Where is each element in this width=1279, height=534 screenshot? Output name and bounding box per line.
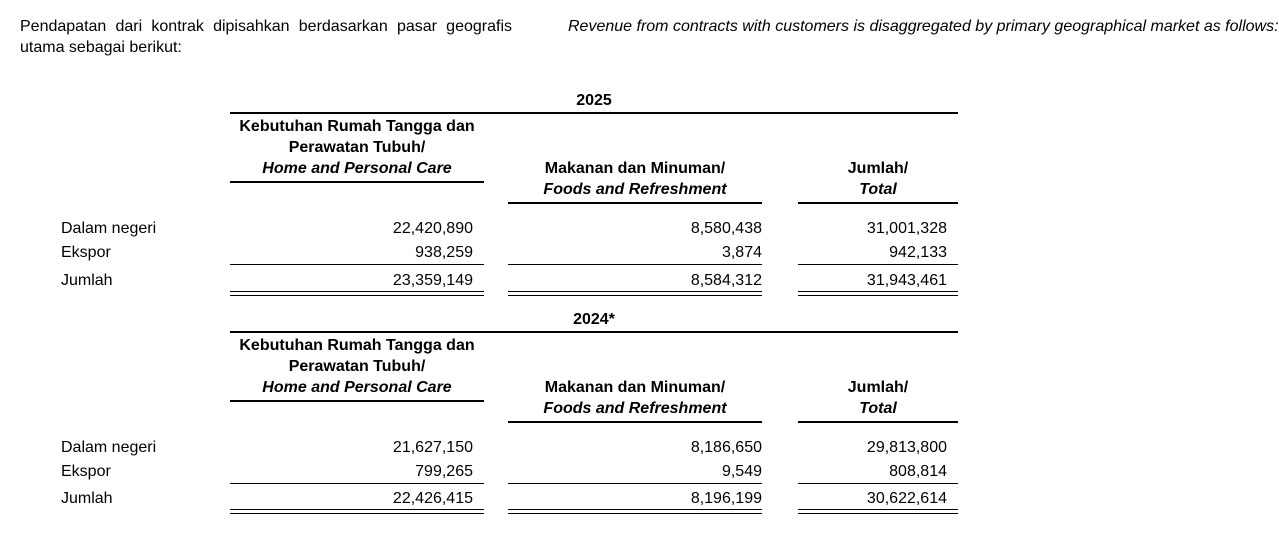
column-header-en: Foods and Refreshment: [543, 400, 727, 417]
column-header-en: Home and Personal Care: [262, 160, 452, 177]
cell-value: 31,943,461: [866, 272, 947, 289]
subtotal-rule: [798, 264, 958, 265]
year-rule: [230, 112, 958, 114]
cell-value: 22,426,415: [392, 490, 473, 507]
cell-value: 9,549: [721, 463, 762, 480]
year-rule: [230, 331, 958, 333]
total-double-rule: [230, 509, 484, 514]
subtotal-rule: [508, 264, 762, 265]
cell-value: 799,265: [415, 463, 473, 480]
column-header-en: Total: [859, 181, 897, 198]
column-header-foods-refreshment: [508, 158, 762, 204]
cell-value: 8,584,312: [690, 272, 762, 289]
total-double-rule: [508, 509, 762, 514]
column-header-total: [798, 377, 958, 423]
column-header-en: Total: [859, 400, 897, 417]
total-double-rule: [230, 291, 484, 296]
column-header-id: Jumlah/: [847, 160, 909, 177]
cell-value: 3,874: [721, 244, 762, 261]
cell-value: 29,813,800: [866, 439, 947, 456]
column-header-id: Kebutuhan Rumah Tangga dan Perawatan Tubuh/: [239, 118, 475, 156]
row-label-domestic: Dalam negeri: [61, 439, 157, 456]
column-header-home-personal-care: [230, 335, 484, 402]
column-header-id: Makanan dan Minuman/: [544, 379, 726, 396]
cell-value: 938,259: [415, 244, 473, 261]
subtotal-rule: [798, 483, 958, 484]
column-header-id: Jumlah/: [847, 379, 909, 396]
total-double-rule: [798, 509, 958, 514]
cell-value: 23,359,149: [392, 272, 473, 289]
subtotal-rule: [230, 264, 484, 265]
column-header-foods-refreshment: [508, 377, 762, 423]
row-label-total: Jumlah: [61, 272, 113, 289]
row-label-export: Ekspor: [61, 463, 111, 480]
column-header-id: Kebutuhan Rumah Tangga dan Perawatan Tubuh/: [239, 337, 475, 375]
cell-value: 22,420,890: [392, 220, 473, 237]
cell-value: 8,580,438: [690, 220, 762, 237]
intro-english: Revenue from contracts with customers is disaggregated by primary geographical market as follows:: [568, 18, 1279, 35]
subtotal-rule: [230, 483, 484, 484]
year-heading: 2025: [576, 92, 612, 109]
intro-indonesian: Pendapatan dari kontrak dipisahkan berdasarkan pasar geografis utama sebagai berikut:: [20, 18, 512, 56]
cell-value: 808,814: [889, 463, 947, 480]
column-header-id: Makanan dan Minuman/: [544, 160, 726, 177]
cell-value: 8,196,199: [690, 490, 762, 507]
cell-value: 8,186,650: [690, 439, 762, 456]
column-header-home-personal-care: [230, 116, 484, 183]
row-label-domestic: Dalam negeri: [61, 220, 157, 237]
total-double-rule: [798, 291, 958, 296]
row-label-total: Jumlah: [61, 490, 113, 507]
cell-value: 21,627,150: [392, 439, 473, 456]
total-double-rule: [508, 291, 762, 296]
subtotal-rule: [508, 483, 762, 484]
column-header-en: Home and Personal Care: [262, 379, 452, 396]
cell-value: 31,001,328: [866, 220, 947, 237]
year-heading: 2024*: [573, 311, 615, 328]
cell-value: 942,133: [889, 244, 947, 261]
cell-value: 30,622,614: [866, 490, 947, 507]
column-header-total: [798, 158, 958, 204]
row-label-export: Ekspor: [61, 244, 111, 261]
column-header-en: Foods and Refreshment: [543, 181, 727, 198]
